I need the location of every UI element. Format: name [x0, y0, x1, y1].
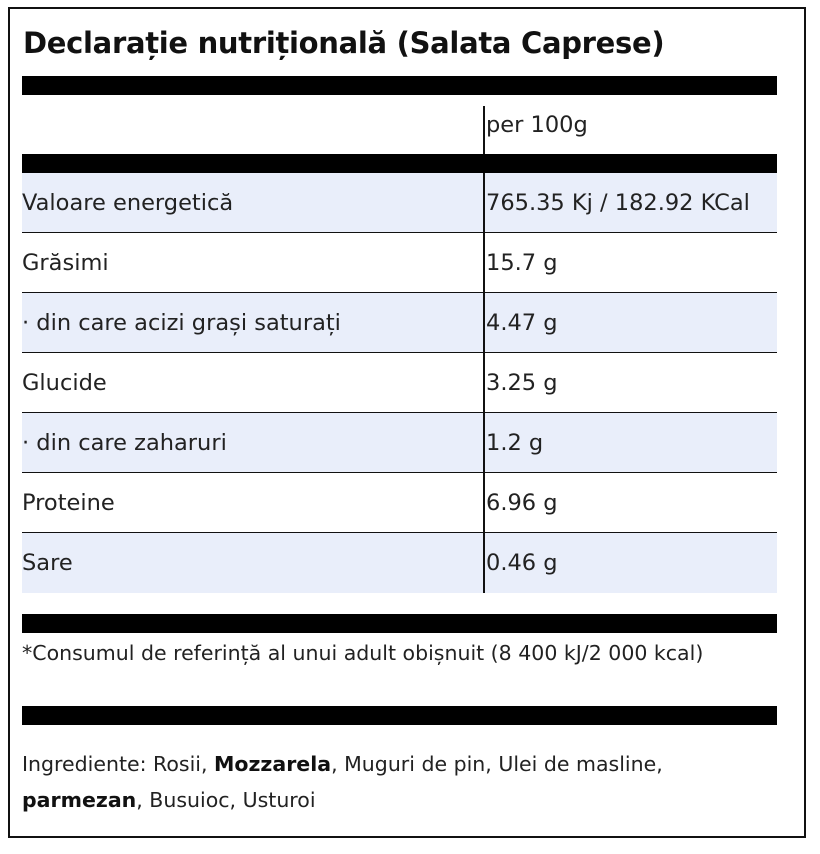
allergen-ingredient: parmezan: [22, 788, 137, 812]
column-divider: [483, 413, 485, 473]
nutrient-label: Valoare energetică: [22, 190, 234, 216]
nutrient-value: 765.35 Kj / 182.92 KCal: [486, 190, 750, 216]
header-thick-rule: [22, 76, 777, 95]
nutrient-label: · din care acizi grași saturați: [22, 310, 341, 336]
ingredient: Usturoi: [242, 788, 316, 812]
column-header-per-100g: per 100g: [486, 112, 588, 138]
column-divider: [483, 173, 485, 233]
ingredients-prefix: Ingrediente:: [22, 752, 154, 776]
ingredient: Ulei de masline: [498, 752, 657, 776]
nutrient-label: Glucide: [22, 370, 107, 396]
table-row: [22, 233, 777, 293]
table-row: [22, 353, 777, 413]
ingredient: Rosii: [153, 752, 201, 776]
column-divider: [483, 473, 485, 533]
nutrient-label: Grăsimi: [22, 250, 109, 276]
page-title: Declarație nutrițională (Salata Caprese): [23, 26, 665, 60]
table-row: [22, 293, 777, 353]
nutrient-value: 0.46 g: [486, 550, 558, 576]
reference-intake-footnote: *Consumul de referință al unui adult obișnuit (8 400 kJ/2 000 kcal): [22, 641, 704, 665]
ingredient: Muguri de pin: [344, 752, 486, 776]
nutrient-label: Proteine: [22, 490, 115, 516]
nutrient-value: 15.7 g: [486, 250, 558, 276]
table-row: [22, 173, 777, 233]
allergen-ingredient: Mozzarela: [214, 752, 332, 776]
column-divider: [483, 353, 485, 413]
footnote-thick-rule: [22, 706, 777, 725]
nutrient-value: 1.2 g: [486, 430, 544, 456]
header-column-divider: [483, 106, 485, 154]
table-row: [22, 473, 777, 533]
nutrient-value: 3.25 g: [486, 370, 558, 396]
ingredient: Busuioc: [149, 788, 230, 812]
nutrient-value: 4.47 g: [486, 310, 558, 336]
column-divider: [483, 533, 485, 593]
nutrient-label: Sare: [22, 550, 73, 576]
table-bottom-thick-rule: [22, 614, 777, 633]
ingredients-list: Ingrediente: Rosii, Mozzarela, Muguri de pin, Ulei de masline, parmezan, Busuioc, Usturoi: [22, 752, 663, 812]
nutrient-label: · din care zaharuri: [22, 430, 227, 456]
table-row: [22, 533, 777, 593]
table-row: [22, 413, 777, 473]
nutrient-value: 6.96 g: [486, 490, 558, 516]
table-top-thick-rule: [22, 154, 777, 173]
column-divider: [483, 233, 485, 293]
column-divider: [483, 293, 485, 353]
